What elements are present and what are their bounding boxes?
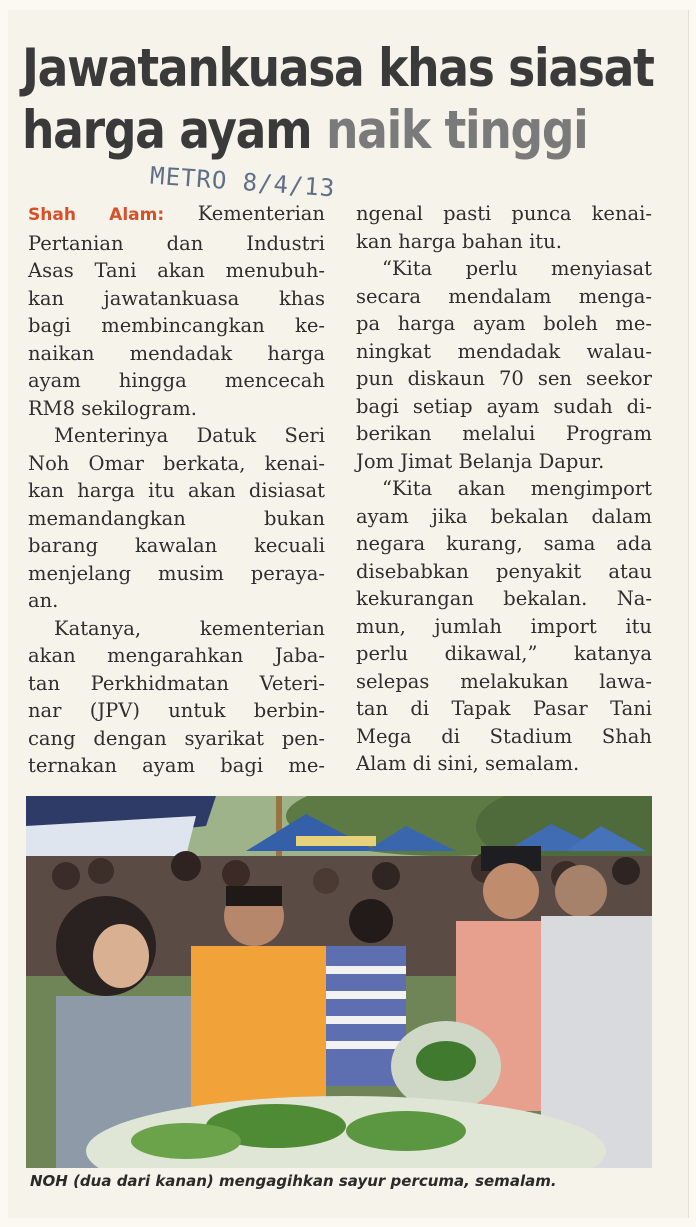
article-line: disebabkan penyakit atau [356,559,652,583]
article-line: Shah Alam: Kementerian [28,202,325,225]
article-line: kan harga itu akan disiasat [28,479,325,502]
article-line: kekurangan bekalan. Na- [356,587,652,610]
article-line: perlu dikawal,” katanya [356,642,652,665]
news-photo-illustration [26,796,652,1168]
article-line: ngenal pasti punca kenai- [356,202,652,225]
article-line: negara kurang, sama ada [356,532,652,555]
article-line: ayam jika bekalan dalam [356,504,652,528]
article-line: kan harga bahan itu. [356,229,562,253]
article-column-right [356,200,652,778]
article-line: Menterinya Datuk Seri [54,424,325,447]
article-line: nar (JPV) untuk berbin- [28,699,325,722]
headline-line-2-dark: harga ayam [22,100,312,161]
article-line: RM8 sekilogram. [28,396,197,420]
article-line: menjelang musim peraya- [28,561,325,585]
article-line: Alam di sini, semalam. [356,752,580,775]
article-line: memandangkan bukan [28,506,325,530]
article-line: kan jawatankuasa khas [28,286,325,310]
handwritten-note: METRO 8/4/13 [149,161,337,203]
article-line: “Kita akan mengimport [382,477,652,500]
headline [22,38,654,162]
article-line: cang dengan syarikat pen- [28,726,325,750]
article-line: pun diskaun 70 sen seekor [356,367,652,390]
article-line: secara mendalam menga- [356,284,652,308]
dateline: Shah Alam: [28,205,165,225]
article-line: ternakan ayam bagi me- [28,754,325,777]
article-line: barang kawalan kecuali [28,534,325,557]
article-line: Noh Omar berkata, kenai- [28,451,325,475]
headline-line-2 [22,100,588,162]
headline-line-1: Jawatankuasa khas siasat [22,38,654,99]
article-line: Pertanian dan Industri [28,231,325,255]
article-line: an. [28,589,59,612]
article-line: selepas melakukan lawa- [356,669,652,693]
article-line: tan di Tapak Pasar Tani [356,697,652,720]
article-line: mun, jumlah import itu [356,614,652,638]
article-line: tan Perkhidmatan Veteri- [28,671,325,695]
article-line: naikan mendadak harga [28,341,325,365]
article-line: akan mengarahkan Jaba- [28,644,325,667]
article-line: Mega di Stadium Shah [356,724,652,748]
article-line: bagi membincangkan ke- [28,314,325,337]
article-line: ningkat mendadak walau- [356,339,652,363]
article-line: ayam hingga mencecah [28,369,325,392]
article-line: Jom Jimat Belanja Dapur. [356,449,605,473]
article-line: Asas Tani akan menubuh- [28,259,325,282]
article-line: pa harga ayam boleh me- [356,312,652,335]
headline-line-2-light: naik tinggi [325,100,588,161]
news-photo [26,796,652,1168]
article-line: “Kita perlu menyiasat [382,257,652,280]
article-line: berikan melalui Program [356,422,652,445]
article-line: Katanya, kementerian [54,616,325,640]
photo-caption: NOH (dua dari kanan) mengagihkan sayur percuma, semalam. [30,1172,557,1190]
article-line: bagi setiap ayam sudah di- [356,394,652,418]
article-column-left [28,200,325,780]
